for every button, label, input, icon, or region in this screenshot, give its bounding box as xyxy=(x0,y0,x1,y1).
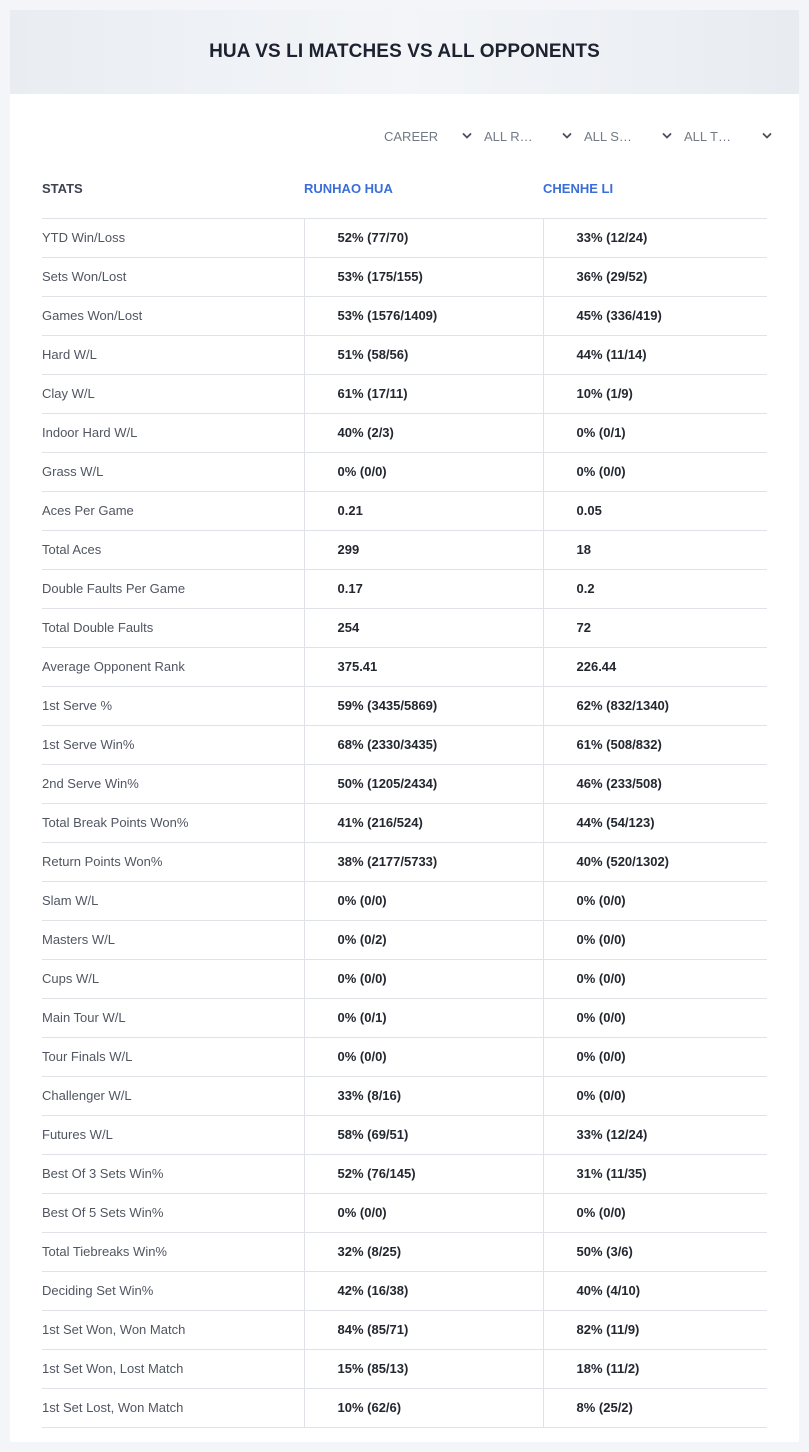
player2-value: 33% (12/24) xyxy=(543,1115,767,1154)
table-row xyxy=(42,257,767,296)
player1-value: 58% (69/51) xyxy=(304,1115,543,1154)
filter-tournament-select[interactable] xyxy=(684,126,784,146)
player2-value: 0% (0/0) xyxy=(543,1076,767,1115)
table-row xyxy=(42,608,767,647)
player1-value: 15% (85/13) xyxy=(304,1349,543,1388)
chevron-down-icon xyxy=(762,131,772,141)
table-row xyxy=(42,920,767,959)
table-row xyxy=(42,1232,767,1271)
player2-value: 10% (1/9) xyxy=(543,374,767,413)
player1-value: 84% (85/71) xyxy=(304,1310,543,1349)
stat-label: YTD Win/Loss xyxy=(42,218,304,257)
stat-label: Grass W/L xyxy=(42,452,304,491)
filter-label: ALL S… xyxy=(584,128,632,144)
table-row xyxy=(42,842,767,881)
player2-value: 45% (336/419) xyxy=(543,296,767,335)
player1-value: 52% (76/145) xyxy=(304,1154,543,1193)
table-row xyxy=(42,374,767,413)
player2-value: 46% (233/508) xyxy=(543,764,767,803)
player2-value: 40% (4/10) xyxy=(543,1271,767,1310)
player2-value: 50% (3/6) xyxy=(543,1232,767,1271)
stat-label: Total Break Points Won% xyxy=(42,803,304,842)
table-row xyxy=(42,686,767,725)
player2-value: 0% (0/0) xyxy=(543,881,767,920)
table-row xyxy=(42,998,767,1037)
player2-value: 44% (11/14) xyxy=(543,335,767,374)
stat-label: Total Double Faults xyxy=(42,608,304,647)
filter-period-select[interactable] xyxy=(384,126,484,146)
stat-label: Challenger W/L xyxy=(42,1076,304,1115)
player1-value: 10% (62/6) xyxy=(304,1388,543,1427)
player1-value: 68% (2330/3435) xyxy=(304,725,543,764)
player1-value: 53% (175/155) xyxy=(304,257,543,296)
chevron-down-icon xyxy=(562,131,572,141)
player1-value: 0% (0/0) xyxy=(304,1193,543,1232)
player1-value: 254 xyxy=(304,608,543,647)
stat-label: Cups W/L xyxy=(42,959,304,998)
stat-label: Best Of 3 Sets Win% xyxy=(42,1154,304,1193)
player2-value: 8% (25/2) xyxy=(543,1388,767,1427)
stat-label: Best Of 5 Sets Win% xyxy=(42,1193,304,1232)
player2-value: 31% (11/35) xyxy=(543,1154,767,1193)
player1-value: 61% (17/11) xyxy=(304,374,543,413)
table-row xyxy=(42,1037,767,1076)
player2-value: 18% (11/2) xyxy=(543,1349,767,1388)
column-header-player1[interactable]: RUNHAO HUA xyxy=(304,160,543,218)
filter-bar xyxy=(384,126,784,146)
player2-value: 0% (0/0) xyxy=(543,1193,767,1232)
stat-label: Slam W/L xyxy=(42,881,304,920)
stat-label: Hard W/L xyxy=(42,335,304,374)
stat-label: Main Tour W/L xyxy=(42,998,304,1037)
player2-value: 44% (54/123) xyxy=(543,803,767,842)
column-header-player2[interactable]: CHENHE LI xyxy=(543,160,767,218)
player2-value: 0% (0/1) xyxy=(543,413,767,452)
player1-value: 0% (0/0) xyxy=(304,1037,543,1076)
filter-label: ALL T… xyxy=(684,128,731,144)
table-row xyxy=(42,1388,767,1427)
table-row xyxy=(42,1349,767,1388)
player2-value: 0.05 xyxy=(543,491,767,530)
table-row xyxy=(42,803,767,842)
player1-value: 59% (3435/5869) xyxy=(304,686,543,725)
player1-value: 52% (77/70) xyxy=(304,218,543,257)
player1-value: 0.17 xyxy=(304,569,543,608)
stat-label: Deciding Set Win% xyxy=(42,1271,304,1310)
filter-label: CAREER xyxy=(384,128,439,144)
stat-label: Total Tiebreaks Win% xyxy=(42,1232,304,1271)
table-row xyxy=(42,569,767,608)
stat-label: Total Aces xyxy=(42,530,304,569)
player2-value: 0.2 xyxy=(543,569,767,608)
filter-label: ALL R… xyxy=(484,128,533,144)
card-header xyxy=(10,10,799,94)
table-row xyxy=(42,1154,767,1193)
stat-label: Double Faults Per Game xyxy=(42,569,304,608)
player2-value: 36% (29/52) xyxy=(543,257,767,296)
player1-value: 38% (2177/5733) xyxy=(304,842,543,881)
stat-label: Futures W/L xyxy=(42,1115,304,1154)
table-row xyxy=(42,491,767,530)
stat-label: Clay W/L xyxy=(42,374,304,413)
chevron-down-icon xyxy=(462,131,472,141)
table-header-row xyxy=(42,160,767,218)
player1-value: 375.41 xyxy=(304,647,543,686)
page-title: HUA VS LI MATCHES VS ALL OPPONENTS xyxy=(209,41,600,62)
player2-value: 62% (832/1340) xyxy=(543,686,767,725)
stat-label: Return Points Won% xyxy=(42,842,304,881)
player1-value: 51% (58/56) xyxy=(304,335,543,374)
player1-value: 0% (0/1) xyxy=(304,998,543,1037)
table-row xyxy=(42,335,767,374)
player2-value: 0% (0/0) xyxy=(543,452,767,491)
filter-surface-select[interactable] xyxy=(584,126,684,146)
player1-value: 299 xyxy=(304,530,543,569)
stat-label: Games Won/Lost xyxy=(42,296,304,335)
stats-table-body xyxy=(42,218,767,1427)
player1-value: 0% (0/0) xyxy=(304,881,543,920)
player2-value: 0% (0/0) xyxy=(543,998,767,1037)
column-header-stats: STATS xyxy=(42,160,304,218)
player1-value: 53% (1576/1409) xyxy=(304,296,543,335)
table-row xyxy=(42,218,767,257)
table-row xyxy=(42,764,767,803)
stat-label: 1st Serve Win% xyxy=(42,725,304,764)
player1-value: 32% (8/25) xyxy=(304,1232,543,1271)
player1-value: 42% (16/38) xyxy=(304,1271,543,1310)
stat-label: Aces Per Game xyxy=(42,491,304,530)
table-row xyxy=(42,296,767,335)
player1-value: 41% (216/524) xyxy=(304,803,543,842)
stat-label: 2nd Serve Win% xyxy=(42,764,304,803)
player2-value: 226.44 xyxy=(543,647,767,686)
table-row xyxy=(42,1076,767,1115)
stats-card xyxy=(10,10,799,1442)
stat-label: 1st Set Won, Won Match xyxy=(42,1310,304,1349)
player2-value: 0% (0/0) xyxy=(543,1037,767,1076)
player2-value: 61% (508/832) xyxy=(543,725,767,764)
table-row xyxy=(42,1115,767,1154)
table-row xyxy=(42,452,767,491)
stat-label: Masters W/L xyxy=(42,920,304,959)
stat-label: Tour Finals W/L xyxy=(42,1037,304,1076)
filter-round-select[interactable] xyxy=(484,126,584,146)
player1-value: 0% (0/0) xyxy=(304,959,543,998)
table-row xyxy=(42,1193,767,1232)
player2-value: 72 xyxy=(543,608,767,647)
table-row xyxy=(42,413,767,452)
player1-value: 50% (1205/2434) xyxy=(304,764,543,803)
stat-label: 1st Set Lost, Won Match xyxy=(42,1388,304,1427)
player1-value: 0% (0/0) xyxy=(304,452,543,491)
player1-value: 0% (0/2) xyxy=(304,920,543,959)
stat-label: Indoor Hard W/L xyxy=(42,413,304,452)
stat-label: Sets Won/Lost xyxy=(42,257,304,296)
stats-table xyxy=(42,160,767,1428)
table-row xyxy=(42,881,767,920)
player2-value: 0% (0/0) xyxy=(543,920,767,959)
player1-value: 33% (8/16) xyxy=(304,1076,543,1115)
table-row xyxy=(42,530,767,569)
player2-value: 0% (0/0) xyxy=(543,959,767,998)
chevron-down-icon xyxy=(662,131,672,141)
stat-label: 1st Set Won, Lost Match xyxy=(42,1349,304,1388)
player1-value: 0.21 xyxy=(304,491,543,530)
table-row xyxy=(42,725,767,764)
table-row xyxy=(42,1310,767,1349)
stat-label: Average Opponent Rank xyxy=(42,647,304,686)
table-row xyxy=(42,647,767,686)
table-row xyxy=(42,959,767,998)
player2-value: 18 xyxy=(543,530,767,569)
stat-label: 1st Serve % xyxy=(42,686,304,725)
player2-value: 33% (12/24) xyxy=(543,218,767,257)
player1-value: 40% (2/3) xyxy=(304,413,543,452)
player2-value: 40% (520/1302) xyxy=(543,842,767,881)
table-row xyxy=(42,1271,767,1310)
player2-value: 82% (11/9) xyxy=(543,1310,767,1349)
